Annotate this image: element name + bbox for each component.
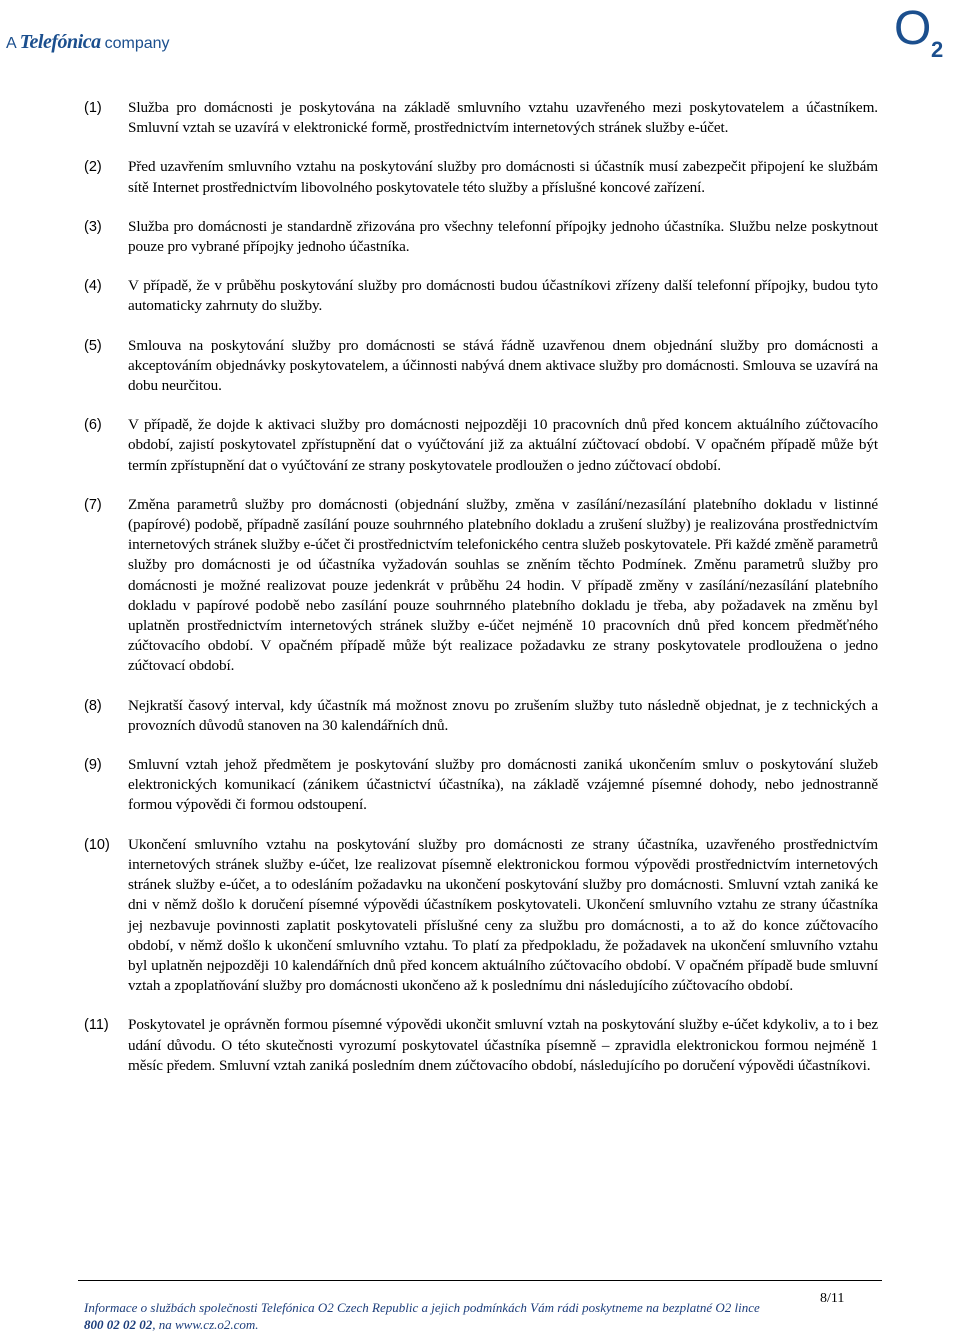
o2-logo <box>894 2 954 62</box>
paragraph-text: V případě, že dojde k aktivaci služby pro domácnosti nejpozději 10 pracovních dnů před koncem aktuálního zúčtovacího období, zajistí poskytovatel zpřístupnění dat o vyúčtování již za aktuální zúčtovací období. V opačném případě může být termín zpřístupnění dat o vyúčtování ze strany poskytovatele prodloužen o jedno zúčtovací období. <box>128 416 878 474</box>
logo-brand: Telefónica <box>19 31 101 53</box>
paragraph-number: (3) <box>84 218 102 235</box>
o2-subscript: 2 <box>931 37 944 62</box>
paragraph-number: (11) <box>84 1017 109 1034</box>
paragraph-6 <box>84 415 878 476</box>
paragraph-number: (10) <box>84 836 110 853</box>
paragraph-7 <box>84 495 878 677</box>
paragraph-number: (4) <box>84 278 102 295</box>
footer-phone: 800 02 02 02 <box>84 1317 153 1332</box>
paragraph-number: (8) <box>84 697 102 714</box>
page-header <box>0 0 960 70</box>
paragraph-8 <box>84 696 878 736</box>
paragraph-text: Služba pro domácnosti je standardně zřizována pro všechny telefonní přípojky jednoho účastníka. Službu nelze poskytnout pouze pro vybrané přípojky jednoho účastníka. <box>128 217 878 256</box>
paragraph-text: Změna parametrů služby pro domácnosti (objednání služby, změna v zasílání/nezasílání platebního dokladu v listinné (papírové) podobě, případně zasílání pouze souhrnného platebního dokladu a zrušení služby) je realizována prostřednictvím internetových stránek služby e-účet či prostřednictvím telefonického centra služeb poskytovatele. Při každé změně parametrů služby pro domácnosti je od účastníka vyžadován souhlas se zněním těchto Podmínek. Změnu parametrů služby pro domácnosti je možné realizovat pouze jedenkrát v průběhu 24 hodin. V případě změny v zasílání/nezasílání platebního dokladu v papírové podobě nebo zasílání pouze souhrnného platebního dokladu je třeba, aby požadavek na změnu byl uplatněn prostřednictvím internetových stránek služby e-účet nejméně 10 pracovních dnů před koncem předměťného zúčtovacího období. V opačném případě může být realizace požadavku ze strany poskytovatele prodloužena o jedno zúčtovací období. <box>128 495 878 675</box>
footer-divider <box>78 1280 882 1281</box>
footer-website: , na www.cz.o2.com. <box>152 1317 259 1332</box>
paragraph-2 <box>84 157 878 197</box>
telefonica-company-logo <box>6 31 170 54</box>
paragraph-9 <box>84 755 878 816</box>
paragraph-11 <box>84 1015 878 1076</box>
paragraph-10 <box>84 835 878 997</box>
paragraph-text: Služba pro domácnosti je poskytována na základě smluvního vztahu uzavřeného mezi poskytovatelem a účastníkem. Smluvní vztah se uzavírá v elektronické formě, prostřednictvím internetových stránek služby e-účet. <box>128 99 878 137</box>
footer-note <box>84 1299 804 1333</box>
paragraph-text: Smluvní vztah jehož předmětem je poskytování služby pro domácnosti zaniká ukončením smluv o poskytování služeb elektronických komunikací (zánikem účastnictví účastníka), na základě vzájemné písemné dohody, nebo jednostranně formou výpovědi či formou odstoupení. <box>128 756 878 814</box>
paragraph-number: (2) <box>84 159 102 176</box>
logo-suffix: company <box>104 35 170 52</box>
paragraph-text: Před uzavřením smluvního vztahu na poskytování služby pro domácnosti si účastník musí zabezpečit připojení ke službám sítě Internet prostřednictvím libovolného poskytovatele této služby a příslušné koncové zařízení. <box>128 158 878 196</box>
paragraph-text: Smlouva na poskytování služby pro domácnosti se stává řádně uzavřenou dnem objednání služby pro domácnosti a akceptováním objednávky poskytovatelem, a účinnosti nabývá dnem aktivace služby pro domácnosti. Smlouva se uzavírá na dobu neurčitou. <box>128 336 878 395</box>
logo-prefix: A <box>6 35 17 52</box>
paragraph-4 <box>84 276 878 316</box>
page-number: 8/11 <box>820 1291 845 1306</box>
paragraph-number: (1) <box>84 100 102 116</box>
paragraph-number: (6) <box>84 417 102 434</box>
paragraph-text: Poskytovatel je oprávněn formou písemné výpovědi ukončit smluvní vztah na poskytování služby e-účet kdykoliv, a to i bez udání důvodu. O této skutečnosti vyrozumí poskytovatel účastníka písemně – zpravidla elektronickou formou nejméně 1 měsíc předem. Smluvní vztah zaniká posledním dnem zúčtovacího období, následujícího po doručení výpovědi účastníkovi. <box>128 1016 878 1074</box>
document-body <box>84 98 878 1095</box>
paragraph-5 <box>84 336 878 397</box>
paragraph-text: V případě, že v průběhu poskytování služby pro domácnosti budou účastníkovi zřízeny další telefonní přípojky, budou tyto automaticky zahrnuty do služby. <box>128 277 878 315</box>
o2-letter: O <box>894 2 932 55</box>
footer-info-text: Informace o službách společnosti Telefónica O2 Czech Republic a jejich podmínkách Vám rádi poskytneme na bezplatné O2 lince <box>84 1300 760 1315</box>
paragraph-1 <box>84 98 878 138</box>
paragraph-number: (9) <box>84 757 102 774</box>
paragraph-3 <box>84 217 878 257</box>
paragraph-text: Nejkratší časový interval, kdy účastník má možnost znovu po zrušením služby tuto následně objednat, je z technických a provozních důvodů stanoven na 30 kalendářních dnů. <box>128 696 878 734</box>
paragraph-text: Ukončení smluvního vztahu na poskytování služby pro domácnosti ze strany účastníka, uzavřeného prostřednictvím internetových stránek služby e-účet, lze realizovat písemně elektronickou formou výpovědi prostřednictvím internetových stránek služby e-účet, a to odesláním požadavku na ukončení poskytování služby pro domácnosti. Smluvní vztah zaniká ke dni v němž došlo k doručení písemné výpovědi účastníkem poskytovateli. Ukončení smluvního vztahu ze strany účastníka jej nezbavuje povinnosti zaplatit poskytovateli příslušné ceny za službu pro domácnosti, a to až do konce zúčtovacího období, v němž došlo k ukončení smluvního vztahu. To platí za předpokladu, že požadavek na ukončení smluvního vztahu byl uplatněn nejpozději 10 kalendářních dnů před koncem aktuálního zúčtovacího období. V opačném případě bude smluvní vztah a zpoplatňování služby pro domácnosti ukončeno až k poslednímu dni následujícího zúčtovacího období. <box>128 835 878 995</box>
paragraph-number: (7) <box>84 496 102 513</box>
paragraph-number: (5) <box>84 337 102 354</box>
